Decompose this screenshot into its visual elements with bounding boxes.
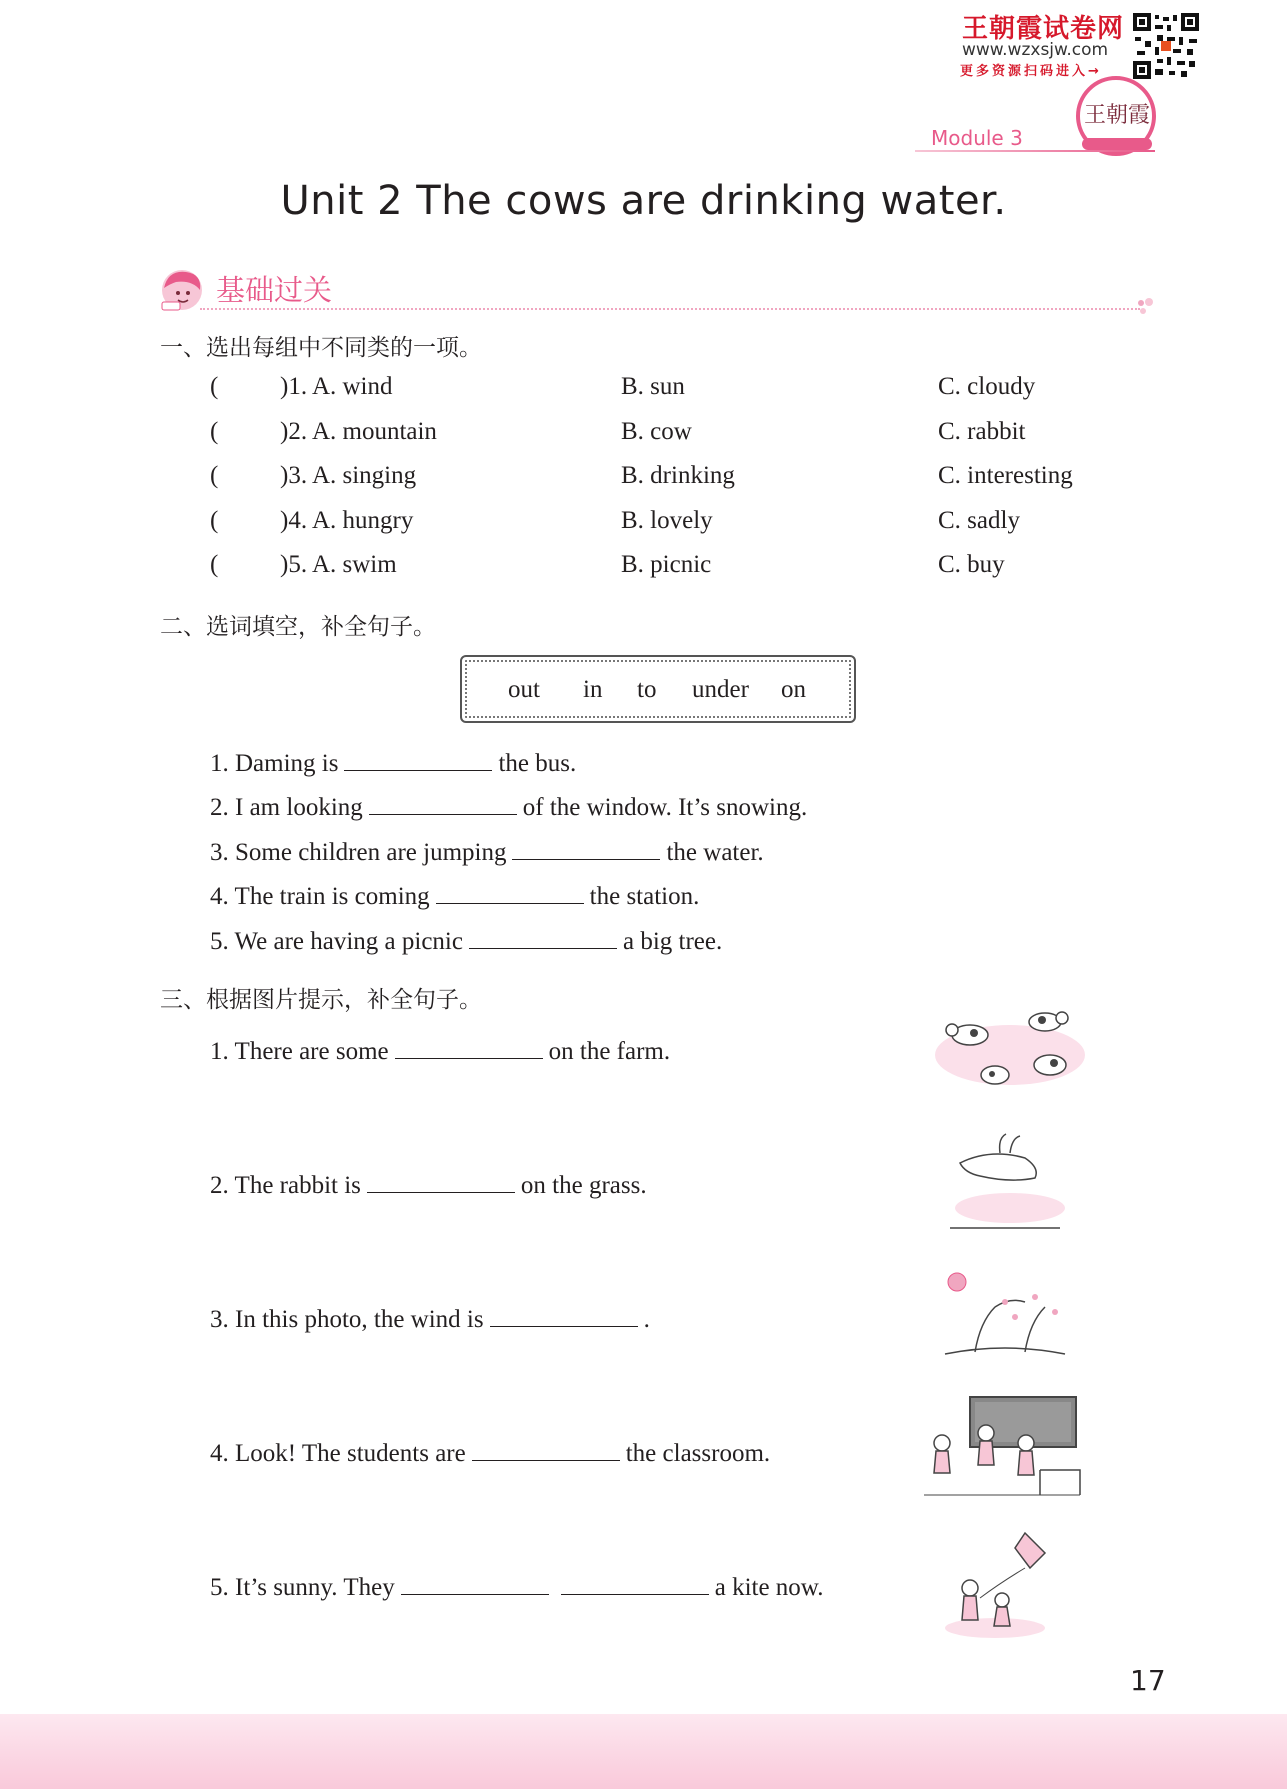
picture-sentence bbox=[210, 1168, 647, 1200]
banner-dots-icon bbox=[1136, 296, 1158, 316]
option-b: B. cow bbox=[621, 418, 692, 445]
section-2-heading: 二、选词填空，补全句子。 bbox=[160, 614, 436, 640]
answer-blank[interactable] bbox=[472, 1436, 620, 1461]
answer-blank[interactable] bbox=[344, 746, 492, 771]
section-banner: 基础过关 bbox=[216, 273, 333, 307]
picture-sentence bbox=[210, 1302, 650, 1334]
sentence-text: a kite now. bbox=[714, 1574, 824, 1601]
rabbit-picture bbox=[940, 1128, 1070, 1238]
kite-picture bbox=[940, 1528, 1055, 1643]
option-c: C. sadly bbox=[938, 507, 1020, 534]
qr-code-icon[interactable] bbox=[1133, 13, 1199, 79]
banner-divider bbox=[200, 308, 1140, 310]
scan-hint: 更多资源扫码进入→ bbox=[960, 64, 1102, 79]
word-option: under bbox=[692, 676, 749, 703]
sentence-text: 4. The train is coming bbox=[210, 883, 430, 910]
module-underline bbox=[915, 150, 1155, 152]
option-a: )3. A. singing bbox=[280, 462, 417, 489]
word-option: out bbox=[508, 676, 540, 703]
sentence-text: on the grass. bbox=[520, 1172, 647, 1199]
sentence-text: the bus. bbox=[498, 750, 577, 777]
sentence-text: the station. bbox=[589, 883, 700, 910]
classroom-picture bbox=[920, 1395, 1085, 1500]
word-option: in bbox=[583, 676, 603, 703]
picture-sentence bbox=[210, 1570, 823, 1602]
page-number: 17 bbox=[1130, 1664, 1166, 1697]
option-a: )4. A. hungry bbox=[280, 507, 414, 534]
windy-trees-picture bbox=[935, 1262, 1075, 1362]
option-b: B. lovely bbox=[621, 507, 713, 534]
word-option: on bbox=[781, 676, 806, 703]
sentence-text: on the farm. bbox=[548, 1038, 671, 1065]
answer-blank[interactable] bbox=[369, 790, 517, 815]
option-b: B. sun bbox=[621, 373, 685, 400]
option-a: )5. A. swim bbox=[280, 551, 397, 578]
fill-sentence bbox=[210, 746, 576, 778]
footer-band bbox=[0, 1714, 1287, 1789]
option-a: )2. A. mountain bbox=[280, 418, 437, 445]
sentence-text: 5. We are having a picnic bbox=[210, 928, 463, 955]
sentence-text: of the window. It’s snowing. bbox=[522, 794, 808, 821]
sentence-text: the water. bbox=[666, 839, 764, 866]
answer-paren[interactable]: ( bbox=[210, 507, 219, 534]
cows-picture bbox=[930, 1000, 1090, 1100]
sentence-text: 5. It’s sunny. They bbox=[210, 1574, 395, 1601]
brand-title: 王朝霞试卷网 bbox=[962, 14, 1125, 44]
picture-sentence bbox=[210, 1034, 670, 1066]
sentence-text: . bbox=[643, 1306, 650, 1333]
page-title: Unit 2 The cows are drinking water. bbox=[280, 178, 1007, 224]
answer-blank[interactable] bbox=[469, 924, 617, 949]
module-label: Module 3 bbox=[931, 126, 1023, 150]
sentence-text: 1. Daming is bbox=[210, 750, 339, 777]
brand-url[interactable]: www.wzxsjw.com bbox=[962, 40, 1109, 60]
sentence-text: 1. There are some bbox=[210, 1038, 389, 1065]
sentence-text: a big tree. bbox=[622, 928, 723, 955]
answer-paren[interactable]: ( bbox=[210, 462, 219, 489]
option-b: B. picnic bbox=[621, 551, 712, 578]
answer-blank[interactable] bbox=[490, 1302, 638, 1327]
fill-sentence bbox=[210, 879, 699, 911]
option-a: )1. A. wind bbox=[280, 373, 393, 400]
section-3-heading: 三、根据图片提示，补全句子。 bbox=[160, 987, 482, 1013]
seal-band bbox=[1082, 138, 1152, 150]
fill-sentence bbox=[210, 924, 722, 956]
sentence-text: 2. I am looking bbox=[210, 794, 363, 821]
answer-blank[interactable] bbox=[367, 1168, 515, 1193]
section-1-heading: 一、选出每组中不同类的一项。 bbox=[160, 335, 482, 361]
option-c: C. rabbit bbox=[938, 418, 1026, 445]
answer-blank[interactable] bbox=[561, 1570, 709, 1595]
picture-sentence bbox=[210, 1436, 770, 1468]
word-option: to bbox=[637, 676, 657, 703]
option-c: C. cloudy bbox=[938, 373, 1036, 400]
answer-paren[interactable]: ( bbox=[210, 551, 219, 578]
seal-text: 王朝霞 bbox=[1083, 103, 1150, 128]
answer-blank[interactable] bbox=[395, 1034, 543, 1059]
answer-blank[interactable] bbox=[436, 879, 584, 904]
answer-paren[interactable]: ( bbox=[210, 418, 219, 445]
sentence-text: 3. In this photo, the wind is bbox=[210, 1306, 484, 1333]
sentence-text: 2. The rabbit is bbox=[210, 1172, 361, 1199]
option-b: B. drinking bbox=[621, 462, 735, 489]
option-c: C. buy bbox=[938, 551, 1005, 578]
student-head-icon bbox=[158, 266, 208, 312]
fill-sentence bbox=[210, 790, 807, 822]
fill-sentence bbox=[210, 835, 764, 867]
answer-blank[interactable] bbox=[401, 1570, 549, 1595]
answer-blank[interactable] bbox=[512, 835, 660, 860]
sentence-text: 3. Some children are jumping bbox=[210, 839, 507, 866]
option-c: C. interesting bbox=[938, 462, 1073, 489]
answer-paren[interactable]: ( bbox=[210, 373, 219, 400]
sentence-text: the classroom. bbox=[625, 1440, 771, 1467]
sentence-text: 4. Look! The students are bbox=[210, 1440, 466, 1467]
